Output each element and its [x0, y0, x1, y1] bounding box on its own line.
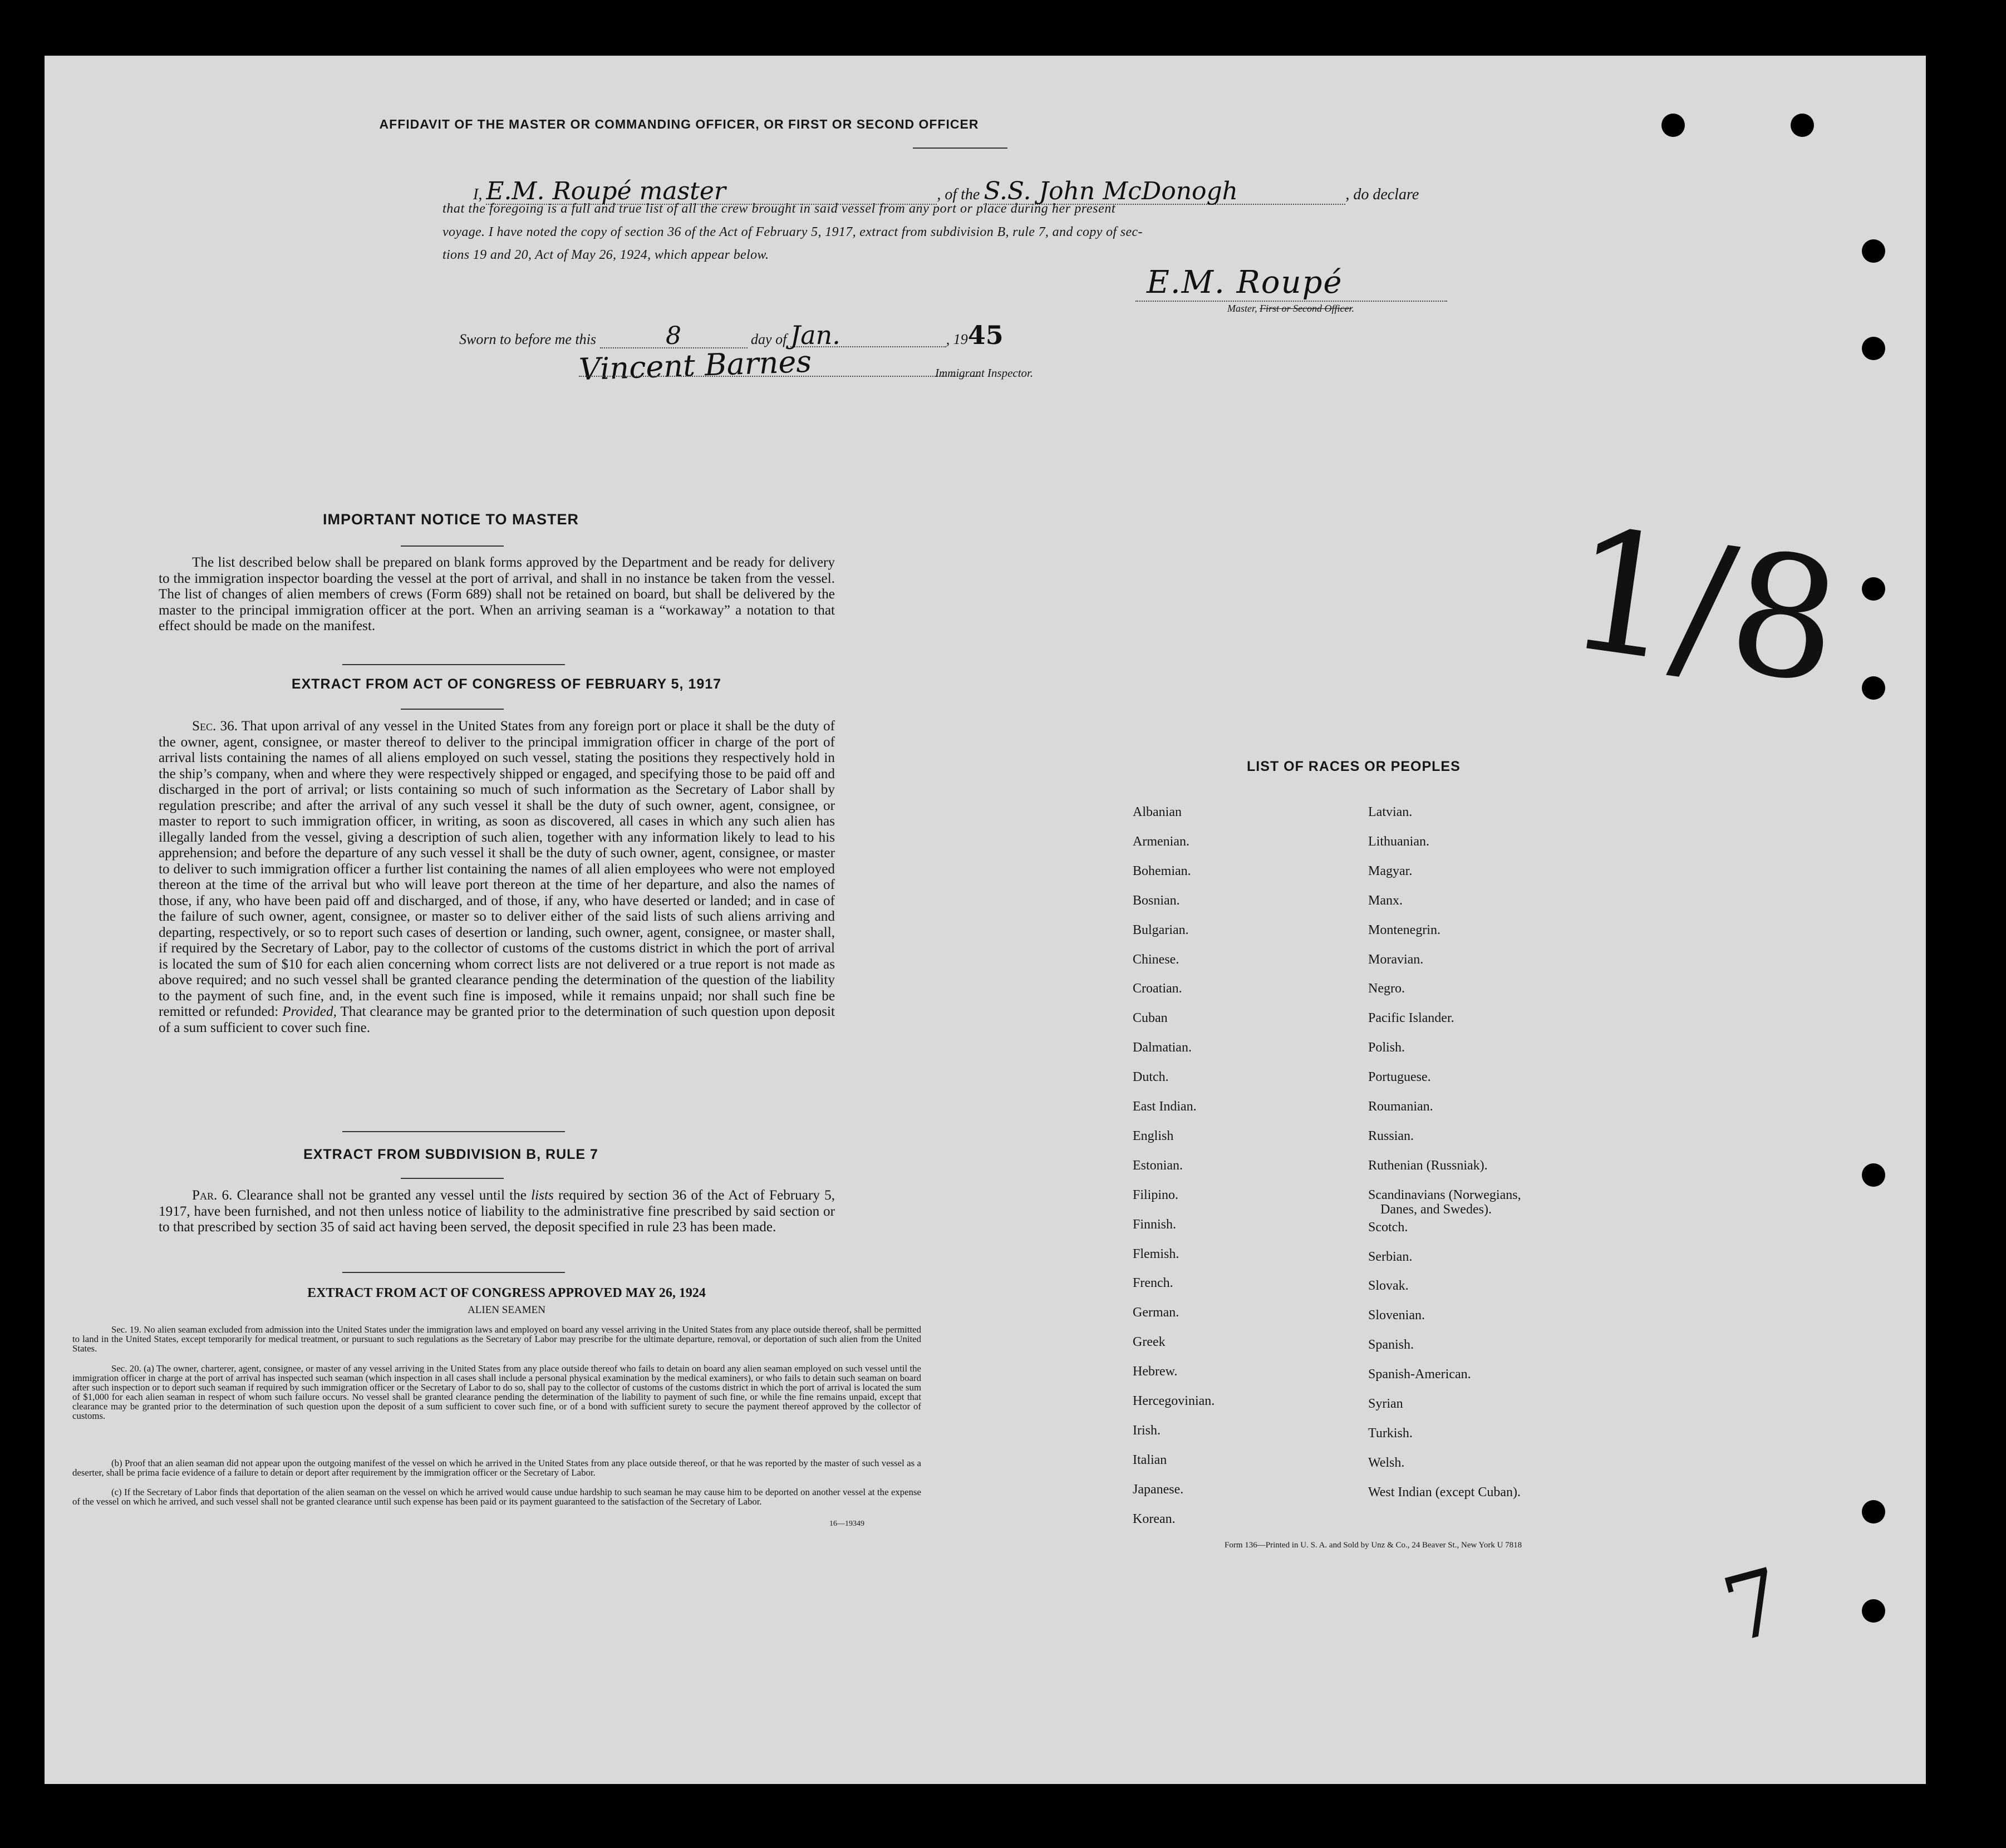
inspector-signature: Vincent Barnes: [578, 343, 813, 387]
race-item: Flemish.: [1133, 1246, 1179, 1261]
race-item: Estonian.: [1133, 1158, 1183, 1173]
race-item: Albanian: [1133, 805, 1182, 819]
extract-1924-sec20b: (b) Proof that an alien seaman did not appear upon the outgoing manifest of the vessel on which he arrived in the United States from any place outside thereof, or that he was reported by the master of such vessel as a deserter, shall be prima facie evidence of a failure to detain or deport after requirement by the immigration officer or the Secretary of Labor.: [72, 1458, 921, 1478]
race-item: English: [1133, 1128, 1174, 1143]
do-declare: , do declare: [1345, 186, 1419, 203]
race-item: Turkish.: [1368, 1426, 1413, 1441]
extract-1924-sec20a: Sec. 20. (a) The owner, charterer, agent, consignee, or master of any vessel arriving in the United States from any place outside thereof who fails to detain on board any alien seaman employed on such vessel until the immigration officer in charge at the port of arrival has inspected such seaman (which inspection in all cases shall include a personal physical examination by the medical examiners), or who fails to detain such seaman on board after such inspection or to deport such seaman if required by such immigration officer or the Secretary of Labor to do so, shall pay to the collector of customs of the customs district in which the port of arrival is located the sum of $1,000 for each alien seaman in respect of whom such failure occurs. No vessel shall be granted clearance pending the determination of the liability to payment of such fine, or while the fine remains unpaid, except that clearance may be granted prior to the determination of such question upon the deposit of a sum sufficient to cover such fine, or of a bond with sufficient surety to secure the payment thereof approved by the collector of customs.: [72, 1363, 921, 1421]
race-item: West Indian (except Cuban).: [1368, 1485, 1521, 1500]
race-item: Serbian.: [1368, 1249, 1413, 1264]
race-item: Pacific Islander.: [1368, 1011, 1454, 1026]
race-item: German.: [1133, 1305, 1179, 1320]
race-item: Armenian.: [1133, 834, 1189, 849]
punch-hole: [1791, 114, 1814, 137]
punch-hole: [1862, 1599, 1885, 1623]
section-body: That upon arrival of any vessel in the United States from any foreign port or place it shall be the duty of the owner, agent, consignee, or master thereof to deliver to the principal immigration officer in charge of the port of arrival lists containing the names of all aliens employed on such vessel, stating the positions they respectively hold in the ship’s company, when and where they were respectively shipped or engaged, and specifying those to be paid off and discharged in the port of arrival; or lists containing so much of such information as the Secretary of Labor shall by regulation prescribe; and after the arrival of any such vessel it shall be the duty of such owner, agent, consignee, or master to report to such immigration officer, in writing, as soon as discovered, all cases in which any such alien has illegally landed from the vessel, giving a description of such alien, together with any information likely to lead to his apprehension; and before the departure of any such vessel it shall be the duty of such owner, agent, consignee, or master to deliver to such immigration officer a further list containing the names of all alien employees who were not employed thereon at the time of the arrival but who will leave port thereon at the time of her departure, and also the names of those, if any, who have been paid off and discharged, and of those, if any, who have deserted or landed; and in case of the failure of such owner, agent, consignee, or master so to deliver either of the said lists of such aliens arriving and departing, respectively, or so to report such cases of desertion or landing, such owner, agent, consignee, or master shall, if required by the Secretary of Labor, pay to the collector of customs of the customs district in which the port of arrival is located the sum of $10 for each alien concerning whom correct lists are not delivered or a true report is not made as above required; and no such vessel shall be granted clearance pending the determination of the question of the liability to the payment of such fine, and, in the event such fine is imposed, while it remains unpaid; nor shall such fine be remitted or refunded:: [159, 719, 835, 1019]
extract-1924-sec19: Sec. 19. No alien seaman excluded from admission into the United States under the immigration laws and employed on board any vessel arriving in the United States from any place outside thereof, shall be permitted to land in the United States, except temporarily for medical treatment, or pursuant to such regulations as the Secretary of Labor may prescribe for the ultimate departure, removal, or deportation of such alien from the United States.: [72, 1324, 921, 1354]
provided-word: Provided,: [282, 1004, 337, 1019]
divider: [401, 545, 504, 547]
race-item: Latvian.: [1368, 805, 1413, 819]
race-item: Portuguese.: [1368, 1070, 1431, 1085]
year-suffix: 45: [967, 320, 1004, 350]
race-item: Moravian.: [1368, 952, 1424, 967]
race-item: Magyar.: [1368, 863, 1413, 878]
race-item: Finnish.: [1133, 1217, 1177, 1232]
caption-period: .: [1351, 303, 1354, 314]
race-item: Danes, and Swedes).: [1380, 1202, 1492, 1217]
extract-1917-text: [159, 719, 835, 1036]
race-item: Scotch.: [1368, 1220, 1408, 1235]
race-item: Croatian.: [1133, 981, 1182, 996]
punch-hole: [1862, 577, 1885, 601]
affidavit-line-2: that the foregoing is a full and true list of all the crew brought in said vessel from any port or place during her present: [442, 201, 1116, 216]
sworn-month: Jan.: [790, 324, 946, 347]
extract-1924-title: EXTRACT FROM ACT OF CONGRESS APPROVED MAY 26, 1924: [307, 1286, 706, 1300]
race-item: French.: [1133, 1276, 1173, 1291]
signature-caption: [1227, 303, 1354, 314]
race-item: Korean.: [1133, 1511, 1176, 1526]
inspector-line: [579, 376, 980, 377]
sworn-text: Sworn to before me this: [459, 331, 597, 347]
document-sheet: [45, 56, 1926, 1784]
divider: [913, 148, 1007, 149]
affidavit-line-3: voyage. I have noted the copy of section 36 of the Act of February 5, 1917, extract from subdivision B, rule 7, and copy of sec-: [442, 225, 1143, 239]
vessel-name: S.S. John McDonogh: [984, 179, 1345, 205]
notice-title: IMPORTANT NOTICE TO MASTER: [323, 511, 579, 528]
divider: [401, 1178, 504, 1179]
master-name: E.M. Roupé master: [486, 179, 937, 205]
divider: [342, 664, 565, 665]
race-item: Bohemian.: [1133, 863, 1191, 878]
form-footer: Form 136—Printed in U. S. A. and Sold by Unz & Co., 24 Beaver St., New York U 7818: [1225, 1541, 1522, 1550]
section-end: That clearance may be granted prior to the determination of such question upon deposit of a sum sufficient to cover such fine.: [159, 1004, 835, 1035]
divider: [401, 709, 504, 710]
lists-word: lists: [531, 1188, 554, 1203]
race-item: Manx.: [1368, 893, 1403, 908]
race-item: Greek: [1133, 1335, 1166, 1350]
race-item: Spanish.: [1368, 1338, 1414, 1353]
race-item: Bulgarian.: [1133, 922, 1189, 937]
rule7-title: EXTRACT FROM SUBDIVISION B, RULE 7: [303, 1147, 598, 1162]
race-item: Dalmatian.: [1133, 1040, 1192, 1055]
race-item: Russian.: [1368, 1128, 1414, 1143]
notice-text: The list described below shall be prepared on blank forms approved by the Department and be ready for delivery to the immigration inspector boarding the vessel at the port of arrival, and shall in no instance be taken from the vessel. The list of changes of alien members of crews (Form 689) shall not be retained on board, but shall be delivered by the master to the principal immigration officer at the port. When an arriving seaman is a “workaway” a notation to that effect should be made on the manifest.: [159, 555, 835, 633]
race-item: Lithuanian.: [1368, 834, 1429, 849]
race-item: Polish.: [1368, 1040, 1405, 1055]
race-item: Negro.: [1368, 981, 1405, 996]
race-item: East Indian.: [1133, 1099, 1197, 1114]
signature-line: [1135, 301, 1447, 302]
affidavit-title: AFFIDAVIT OF THE MASTER OR COMMANDING OFFICER, OR FIRST OR SECOND OFFICER: [379, 117, 979, 131]
rule7-text-b: required by section 36 of the Act of February 5, 1917, have been furnished, and not then unless notice of liability to the administrative fine prescribed by said section or to that prescribed by section 35 of said act having been served, the deposit specified in rule 23 has been made.: [159, 1188, 835, 1235]
race-item: Hebrew.: [1133, 1364, 1178, 1379]
handwritten-page-number: 1/8: [1557, 492, 1851, 721]
master-signature: E.M. Roupé: [1147, 264, 1343, 301]
race-item: Italian: [1133, 1452, 1167, 1467]
inspector-caption: Immigrant Inspector.: [935, 366, 1034, 380]
race-item: Scandinavians (Norwegians,: [1368, 1187, 1521, 1202]
race-item: Roumanian.: [1368, 1099, 1433, 1114]
extract-1924-subtitle: ALIEN SEAMEN: [468, 1304, 545, 1316]
punch-hole: [1862, 676, 1885, 700]
i-prefix: I,: [473, 186, 483, 203]
race-item: Spanish-American.: [1368, 1367, 1471, 1382]
punch-hole: [1862, 1163, 1885, 1187]
race-item: Slovak.: [1368, 1279, 1409, 1294]
extract-1917-title: EXTRACT FROM ACT OF CONGRESS OF FEBRUARY 5, 1917: [291, 676, 722, 692]
caption-struck-officer: First or Second Officer: [1260, 303, 1352, 314]
race-item: Hercegovinian.: [1133, 1394, 1215, 1408]
divider: [342, 1272, 565, 1273]
par-number: Par. 6.: [192, 1188, 233, 1203]
sworn-day: 8: [600, 325, 748, 348]
race-item: Montenegrin.: [1368, 922, 1440, 937]
race-item: Ruthenian (Russniak).: [1368, 1158, 1488, 1173]
race-item: Slovenian.: [1368, 1308, 1425, 1323]
rule7-text-a: Clearance shall not be granted any vessel until the: [237, 1188, 527, 1203]
year-prefix: , 19: [946, 331, 968, 347]
section-number: Sec. 36.: [192, 719, 238, 734]
sworn-line: [459, 320, 1004, 350]
extract-1924-sec20c: (c) If the Secretary of Labor finds that deportation of the alien seaman on the vessel on which he arrived would cause undue hardship to such seaman he may cause him to be deported on another vessel at the expense of the vessel on which he arrived, and such vessel shall not be granted clearance until such expense has been paid or its payment guaranteed to the satisfaction of the Secretary of Labor.: [72, 1487, 921, 1507]
handwritten-mark: 7: [1713, 1548, 1795, 1664]
form-code: 16—19349: [829, 1520, 864, 1528]
punch-hole: [1862, 337, 1885, 360]
punch-hole: [1661, 114, 1685, 137]
race-item: Dutch.: [1133, 1070, 1169, 1085]
race-item: Japanese.: [1133, 1482, 1184, 1497]
divider: [342, 1131, 565, 1132]
races-title: LIST OF RACES OR PEOPLES: [1247, 759, 1461, 774]
race-item: Irish.: [1133, 1423, 1161, 1438]
of-the: , of the: [937, 186, 980, 203]
punch-hole: [1862, 1500, 1885, 1523]
day-of: day of: [751, 331, 787, 347]
race-item: Filipino.: [1133, 1187, 1179, 1202]
race-item: Bosnian.: [1133, 893, 1180, 908]
race-item: Chinese.: [1133, 952, 1179, 967]
punch-hole: [1862, 239, 1885, 263]
race-item: Cuban: [1133, 1011, 1168, 1026]
caption-master: Master,: [1227, 303, 1260, 314]
race-item: Syrian: [1368, 1397, 1403, 1411]
rule7-text: [159, 1188, 835, 1236]
race-item: Welsh.: [1368, 1455, 1405, 1470]
affidavit-line-4: tions 19 and 20, Act of May 26, 1924, which appear below.: [442, 248, 769, 262]
